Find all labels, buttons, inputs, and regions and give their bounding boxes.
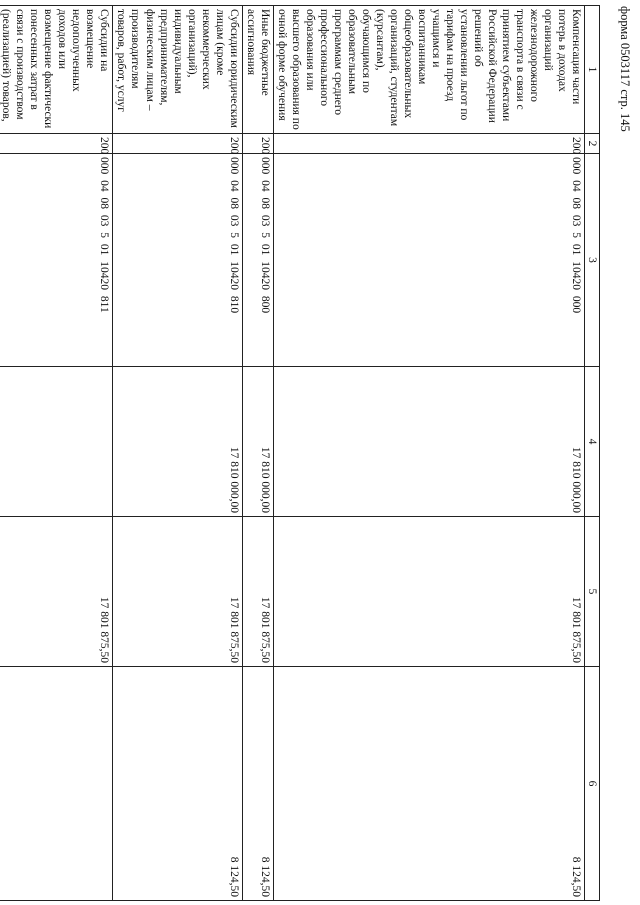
row-name: Компенсация части потерь в доходах организаций железнодорожного транспорта в связи с принятием субъектами Российской Федерации решений об установлении льгот по тарифам на проезд учащимся и воспитанникам общеобразовательных организаций, студентам (курсантам), обучающимся по образовательным программам среднего профессионального образования или высшего образования по очной форме обучения [273,6,584,134]
row-unexecuted: 8 124,50 [242,667,273,901]
row-unexecuted [0,667,113,901]
col-header-6: 6 [584,667,599,901]
row-budget-code: 000 04 08 03 5 01 10420 811 [0,154,113,367]
row-budget-code: 000 04 08 03 5 01 10420 810 [113,154,242,367]
row-line-code: 200 [113,134,242,154]
row-executed: 17 801 875,50 [273,517,584,667]
budget-execution-table [0,5,600,901]
row-executed: 17 801 875,50 [113,517,242,667]
row-approved: 17 810 000,00 [113,367,242,517]
row-budget-code: 000 04 08 03 5 01 10420 000 [273,154,584,367]
row-executed: 17 801 875,50 [242,517,273,667]
row-executed: 17 801 875,50 [0,517,113,667]
row-name: Субсидии на возмещение недополученных доходов или возмещение фактически понесенных затрат в связи с производством (реализацией) товаров, [0,6,113,134]
col-header-2: 2 [584,134,599,154]
col-header-1: 1 [584,6,599,134]
row-line-code: 200 [273,134,584,154]
budget-table-container [0,5,600,900]
col-header-4: 4 [584,367,599,517]
row-unexecuted: 8 124,50 [273,667,584,901]
table-row [273,6,584,901]
col-header-3: 3 [584,154,599,367]
row-name: Иные бюджетные ассигнования [242,6,273,134]
row-budget-code: 000 04 08 03 5 01 10420 800 [242,154,273,367]
row-approved: 17 810 000,00 [242,367,273,517]
table-row [113,6,242,901]
table-row [0,6,113,901]
row-approved: 17 810 000,00 [273,367,584,517]
header-row [584,6,599,901]
col-header-5: 5 [584,517,599,667]
table-row [242,6,273,901]
row-approved [0,367,113,517]
row-line-code: 200 [242,134,273,154]
row-unexecuted: 8 124,50 [113,667,242,901]
form-label [610,6,640,901]
row-line-code: 200 [0,134,113,154]
row-name: Субсидии юридическим лицам (кроме некоммерческих организаций), индивидуальным предпринимателям, физическим лицам – производителям товаров, работ, услуг [113,6,242,134]
form-label-text: форма 0503117 стр. 145 [618,6,632,132]
